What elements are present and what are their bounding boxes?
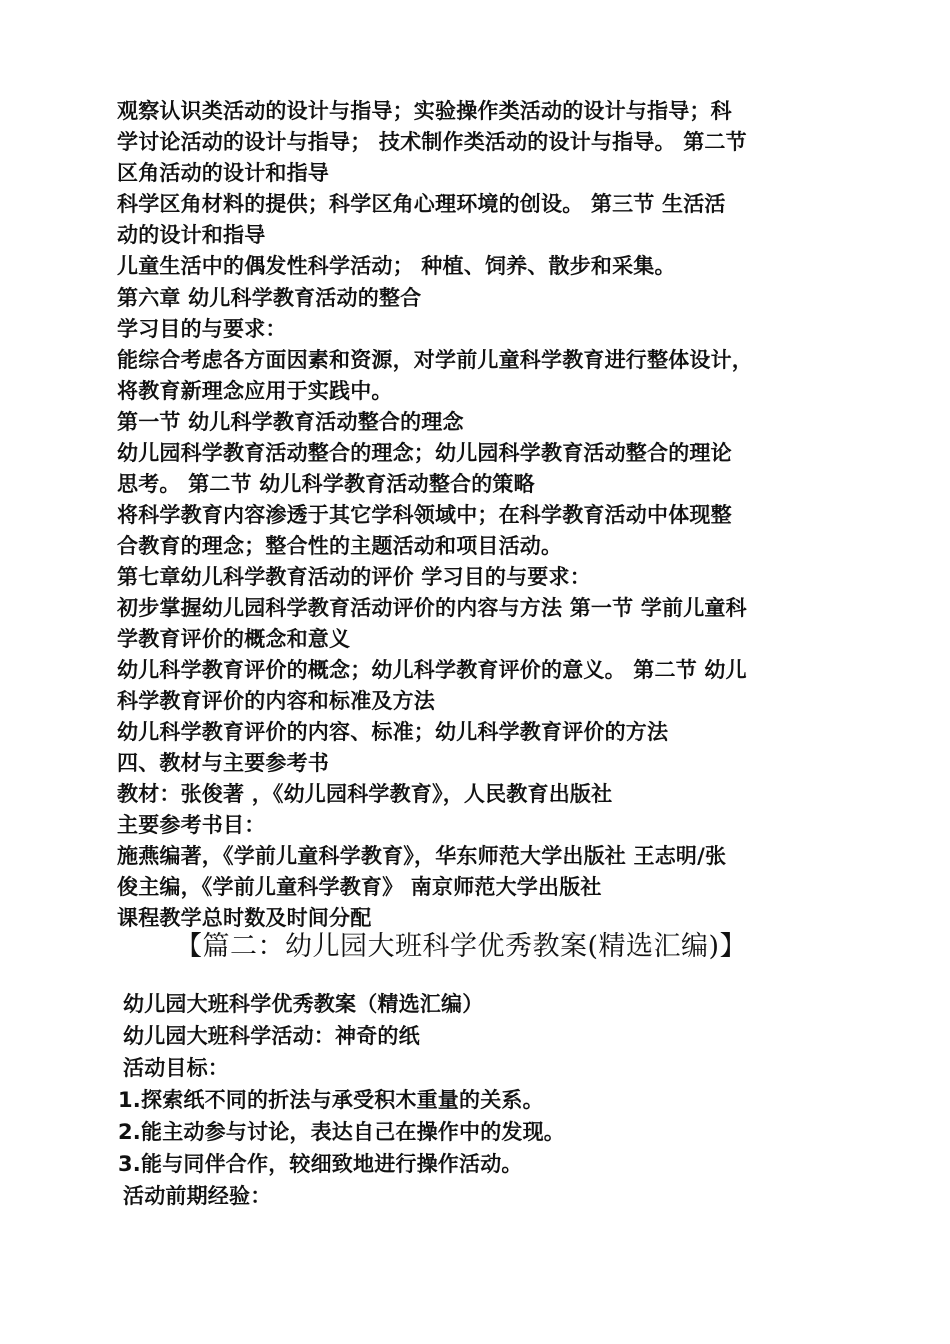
goals-label: 活动目标： (123, 1056, 229, 1080)
goal-item (118, 1150, 523, 1178)
goal-text: 能与同伴合作，较细致地进行操作活动。 (141, 1152, 523, 1176)
text-line: 学讨论活动的设计与指导； 技术制作类活动的设计与指导。 第二节 (117, 130, 747, 154)
text-line: 区角活动的设计和指导 (117, 161, 329, 185)
text-line: 幼儿园科学教育活动整合的理念；幼儿园科学教育活动整合的理论 (117, 441, 732, 465)
text-line: 动的设计和指导 (117, 223, 266, 247)
text-line: 将教育新理念应用于实践中。 (117, 379, 393, 403)
text-line: 俊主编，《学前儿童科学教育》 南京师范大学出版社 (117, 875, 602, 899)
text-line: 施燕编著，《学前儿童科学教育》，华东师范大学出版社 王志明/张 (117, 844, 727, 868)
text-line: 科学区角材料的提供；科学区角心理环境的创设。 第三节 生活活 (117, 192, 726, 216)
goal-text: 能主动参与讨论，表达自己在操作中的发现。 (141, 1120, 565, 1144)
activity-title: 幼儿园大班科学活动：神奇的纸 (123, 1024, 420, 1048)
chapter-heading: 第六章 幼儿科学教育活动的整合 (117, 286, 422, 310)
text-line: 初步掌握幼儿园科学教育活动评价的内容与方法 第一节 学前儿童科 (117, 596, 747, 620)
text-line: 课程教学总时数及时间分配 (117, 906, 372, 930)
text-line: 学教育评价的概念和意义 (117, 627, 351, 651)
goal-number: 1. (118, 1088, 141, 1112)
text-line: 合教育的理念；整合性的主题活动和项目活动。 (117, 534, 563, 558)
text-line: 学习目的与要求： (117, 317, 287, 341)
text-line: 幼儿科学教育评价的内容、标准；幼儿科学教育评价的方法 (117, 720, 669, 744)
experience-label: 活动前期经验： (123, 1184, 272, 1208)
goal-item (118, 1118, 565, 1146)
text-line: 儿童生活中的偶发性科学活动； 种植、饲养、散步和采集。 (117, 254, 676, 278)
section-heading: 四、教材与主要参考书 (117, 751, 329, 775)
document-title: 幼儿园大班科学优秀教案（精选汇编） (123, 992, 484, 1016)
part-heading: 【篇二：幼儿园大班科学优秀教案(精选汇编)】 (175, 931, 748, 962)
goal-number: 3. (118, 1152, 141, 1176)
section-heading: 第一节 幼儿科学教育活动整合的理念 (117, 410, 464, 434)
text-line: 观察认识类活动的设计与指导；实验操作类活动的设计与指导；科 (117, 99, 732, 123)
text-line: 主要参考书目： (117, 813, 266, 837)
text-line: 幼儿科学教育评价的概念；幼儿科学教育评价的意义。 第二节 幼儿 (117, 658, 747, 682)
goal-item (118, 1086, 544, 1114)
goal-number: 2. (118, 1120, 141, 1144)
text-line: 能综合考虑各方面因素和资源，对学前儿童科学教育进行整体设计， (117, 348, 753, 372)
text-line: 教材：张俊著 ，《幼儿园科学教育》，人民教育出版社 (117, 782, 613, 806)
chapter-heading: 第七章幼儿科学教育活动的评价 学习目的与要求： (117, 565, 591, 589)
text-line: 思考。 第二节 幼儿科学教育活动整合的策略 (117, 472, 535, 496)
goal-text: 探索纸不同的折法与承受积木重量的关系。 (141, 1088, 544, 1112)
text-line: 将科学教育内容渗透于其它学科领域中；在科学教育活动中体现整 (117, 503, 732, 527)
text-line: 科学教育评价的内容和标准及方法 (117, 689, 435, 713)
